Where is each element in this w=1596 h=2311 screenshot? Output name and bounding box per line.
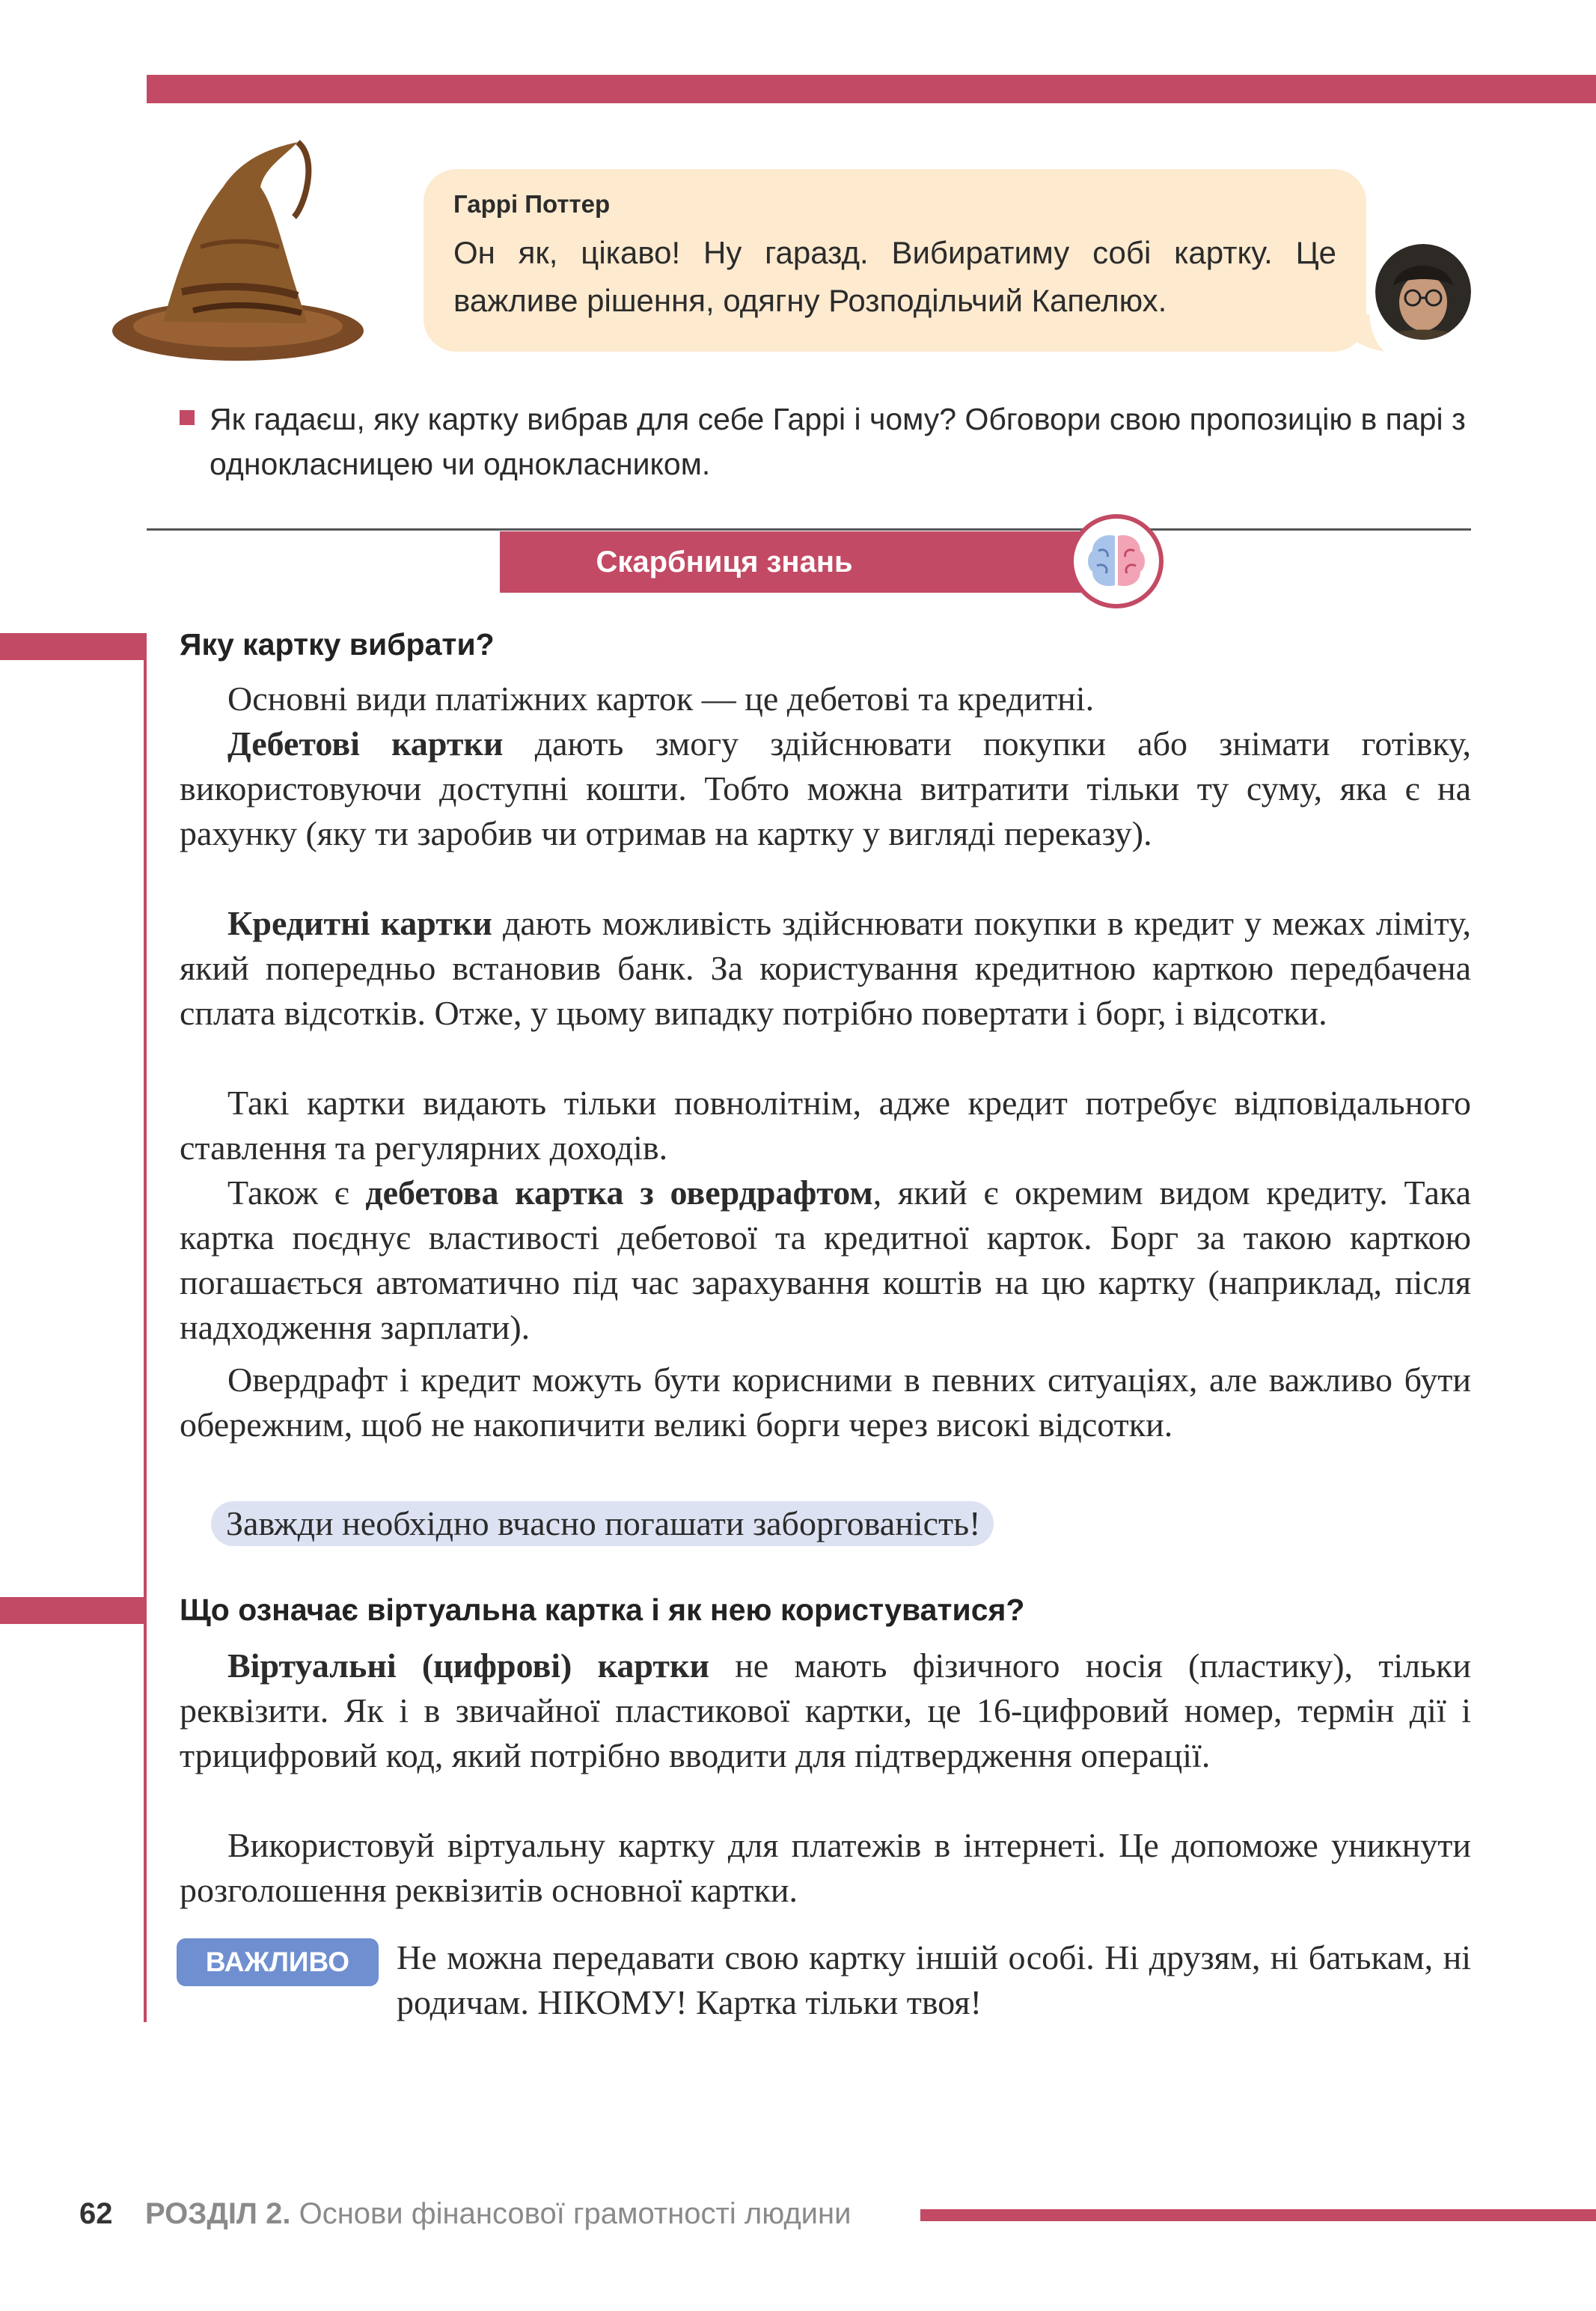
paragraph (180, 1643, 1471, 1778)
term-credit-cards: Кредитні картки (227, 904, 492, 942)
term-overdraft-card: дебетова картка з овердрафтом (365, 1173, 873, 1212)
page-number: 62 (79, 2197, 113, 2230)
section-heading: Що означає віртуальна картка і як нею користуватися? (180, 1593, 1025, 1627)
paragraph-text: дають змогу здійснювати покупки або знімати готівку, використовуючи доступні кошти. Тобто можна витратити тільки ту суму, яка є на рахунку (яку ти заробив чи отримав на картку у вигляді переказу). (180, 724, 1471, 852)
paragraph (180, 1823, 1471, 1913)
bullet-square-icon (180, 410, 195, 425)
chapter-title (145, 2197, 851, 2231)
side-accent-line (144, 635, 147, 2022)
paragraph-text: дають можливість здійснювати покупки в кредит у межах ліміту, який попередньо встановив банк. За користування кредитною карткою передбачена сплата відсотків. Отже, у цьому випадку потрібно повертати і борг, і відсотки. (180, 904, 1471, 1032)
paragraph-text: Основні види платіжних карток — це дебетові та кредитні. (227, 680, 1095, 718)
paragraph-text: , який є окремим видом кредиту. Така картка поєднує властивості дебетової та кредитної карток. Борг за такою карткою погашається автоматично під час зарахування коштів на цю картку (наприклад, після надходження зарплати). (180, 1173, 1472, 1346)
speech-bubble-tail (1339, 314, 1384, 352)
term-debit-cards: Дебетові картки (227, 724, 504, 763)
chapter-label: РОЗДІЛ 2. (145, 2197, 291, 2230)
top-accent-bar (147, 75, 1596, 103)
footer-accent-bar (920, 2209, 1596, 2221)
paragraph (180, 1358, 1471, 1447)
important-text: Не можна передавати свою картку іншій особі. Ні друзям, ні батькам, ні родичам. НІКОМУ! Картка тільки твоя! (397, 1938, 1471, 2021)
avatar (1375, 244, 1471, 340)
speaker-name: Гаррі Поттер (453, 190, 611, 218)
paragraph-text: не мають фізичного носія (пластику), тільки реквізити. Як і в звичайної пластикової картки, це 16-цифровий номер, термін дії і трицифровий код, який потрібно вводити для підтвердження операції. (180, 1646, 1472, 1774)
paragraph (180, 901, 1471, 1036)
sorting-hat-icon (111, 135, 365, 367)
paragraph (180, 677, 1471, 721)
chapter-name: Основи фінансової грамотності людини (290, 2197, 851, 2230)
speech-text: Он як, цікаво! Ну гаразд. Вибиратиму собі картку. Це важливе рішення, одягну Розподільчий Капелюх. (453, 235, 1336, 318)
section-title: Скарбниця знань (500, 531, 1098, 593)
highlighted-note: Завжди необхідно вчасно погашати заборгованість! (211, 1501, 994, 1546)
paragraph-text: Використовуй віртуальну картку для платежів в інтернеті. Це допоможе уникнути розголошення реквізитів основної картки. (180, 1826, 1471, 1909)
section-divider (147, 528, 1471, 531)
paragraph-text: Такі картки видають тільки повнолітнім, адже кредит потребує відповідального ставлення та регулярних доходів. (180, 1084, 1471, 1167)
term-virtual-cards: Віртуальні (цифрові) картки (227, 1646, 709, 1685)
discussion-question: Як гадаєш, яку картку вибрав для себе Гаррі і чому? Обговори свою пропозицію в парі з однокласницею чи однокласником. (210, 402, 1466, 481)
section-heading: Яку картку вибрати? (180, 627, 495, 662)
paragraph (180, 1081, 1471, 1170)
side-accent-block (0, 633, 147, 660)
side-accent-block (0, 1597, 147, 1624)
brain-icon (1068, 513, 1164, 609)
paragraph-text: Овердрафт і кредит можуть бути корисними в певних ситуаціях, але важливо бути обережним, щоб не накопичити великі борги через високі відсотки. (180, 1361, 1471, 1444)
paragraph (180, 1170, 1471, 1350)
paragraph-text: Також є (227, 1173, 366, 1212)
paragraph (180, 721, 1471, 856)
important-badge: ВАЖЛИВО (177, 1938, 379, 1986)
